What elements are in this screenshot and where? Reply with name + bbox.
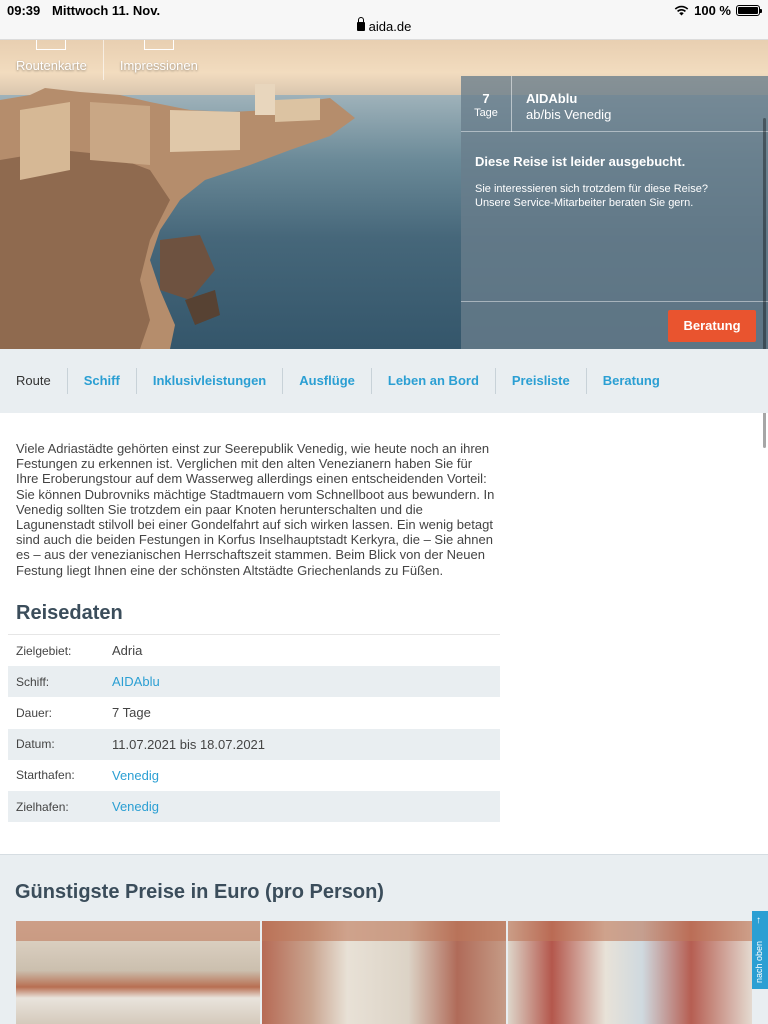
ship-link[interactable]: AIDAblu xyxy=(112,674,160,690)
row-key: Dauer: xyxy=(16,705,53,720)
hero-navigation xyxy=(0,40,214,80)
cabin-image[interactable] xyxy=(262,921,506,1024)
impressions-link[interactable] xyxy=(103,40,214,80)
travel-data-table xyxy=(8,634,500,822)
ship-info xyxy=(526,91,611,122)
travel-data-title: Reisedaten xyxy=(16,602,123,624)
back-to-top-button[interactable] xyxy=(752,911,768,989)
tab-consultation[interactable]: Beratung xyxy=(586,368,676,394)
sold-out-text xyxy=(475,182,708,210)
consultation-button[interactable]: Beratung xyxy=(668,310,756,342)
route-map-label: Routenkarte xyxy=(16,58,87,73)
cabin-gallery xyxy=(16,921,752,1024)
travel-data-row xyxy=(8,635,500,666)
hero-image xyxy=(0,40,768,349)
sold-out-headline: Diese Reise ist leider ausgebucht. xyxy=(475,154,686,169)
arrow-up-icon: ↑ xyxy=(756,915,761,926)
booking-summary xyxy=(461,76,768,132)
coastal-town-illustration xyxy=(0,40,360,349)
status-bar xyxy=(0,0,768,40)
back-to-top-label: nach oben xyxy=(754,940,764,983)
row-key: Zielgebiet: xyxy=(16,643,72,658)
end-port-link[interactable]: Venedig xyxy=(112,799,159,815)
sold-out-text-line1: Sie interessieren sich trotzdem für diese Reise? xyxy=(475,183,708,195)
row-key: Datum: xyxy=(16,737,55,752)
wifi-icon xyxy=(674,5,689,16)
url-text: aida.de xyxy=(368,19,412,34)
tab-life-on-board[interactable]: Leben an Bord xyxy=(371,368,495,394)
status-date: Mittwoch 11. Nov. xyxy=(52,3,161,18)
lock-icon xyxy=(357,22,365,31)
route-map-link[interactable] xyxy=(0,40,103,80)
status-indicators xyxy=(674,3,760,18)
row-key: Starthafen: xyxy=(16,768,75,783)
sold-out-message xyxy=(475,154,708,210)
duration-box xyxy=(461,76,512,132)
battery-icon xyxy=(736,5,760,16)
travel-data-row xyxy=(8,697,500,728)
prices-title: Günstigste Preise in Euro (pro Person) xyxy=(15,881,384,903)
booking-actions xyxy=(461,301,768,349)
row-value: Adria xyxy=(112,643,143,659)
sold-out-text-line2: Unsere Service-Mitarbeiter beraten Sie gern. xyxy=(475,197,694,209)
tab-route[interactable]: Route xyxy=(16,373,51,388)
prices-section xyxy=(0,854,768,1024)
cabin-image[interactable] xyxy=(16,921,260,1024)
battery-percent: 100 % xyxy=(694,3,731,18)
booking-panel xyxy=(461,76,768,349)
travel-data-row xyxy=(8,666,500,697)
section-tabs xyxy=(0,349,768,413)
impressions-label: Impressionen xyxy=(119,58,198,73)
cabin-image[interactable] xyxy=(508,921,752,1024)
tab-ship[interactable]: Schiff xyxy=(67,368,136,394)
ship-route: ab/bis Venedig xyxy=(526,107,612,122)
map-icon xyxy=(36,40,66,50)
start-port-link[interactable]: Venedig xyxy=(112,767,159,783)
travel-data-row xyxy=(8,791,500,822)
tab-price-list[interactable]: Preisliste xyxy=(495,368,586,394)
status-time: 09:39 xyxy=(7,3,41,18)
image-icon xyxy=(144,40,174,50)
duration-unit: Tage xyxy=(474,107,498,119)
row-value: 11.07.2021 bis 18.07.2021 xyxy=(112,736,266,752)
travel-data-row xyxy=(8,760,500,791)
tab-inclusive[interactable]: Inklusivleistungen xyxy=(136,368,282,394)
row-value: 7 Tage xyxy=(112,705,151,721)
tab-excursions[interactable]: Ausflüge xyxy=(282,368,371,394)
ship-name: AIDAblu xyxy=(526,91,578,106)
travel-data-row xyxy=(8,729,500,760)
duration-number: 7 xyxy=(482,91,490,106)
row-key: Schiff: xyxy=(16,674,50,689)
row-key: Zielhafen: xyxy=(16,799,69,814)
address-bar[interactable] xyxy=(0,19,768,34)
route-description: Viele Adriastädte gehörten einst zur Seerepublik Venedig, wie heute noch an ihren Festungen zu erkennen ist. Verglichen mit den alten Venezianern haben Sie für Ihre Eroberungstour auf dem Wasserweg allerdings einen entscheidenden Vorteil: Sie können Dubrovniks mächtige Stadtmauern vom Schnellboot aus bewundern. In Venedig sollten Sie trotzdem ein paar Knoten herunterschalten und die Lagunenstadt stilvoll bei einer Gondelfahrt auf sich wirken lassen. Ein wenig betagt sind auch die beiden Festungen in Korfus Inselhauptstadt Kerkyra, die – Sie ahnen es – aus der venezianischen Herrschaftszeit stammen. Beim Blick von der Neuen Festung liegt Ihnen eine der schönsten Altstädte Griechenlands zu Füßen. xyxy=(16,441,495,578)
